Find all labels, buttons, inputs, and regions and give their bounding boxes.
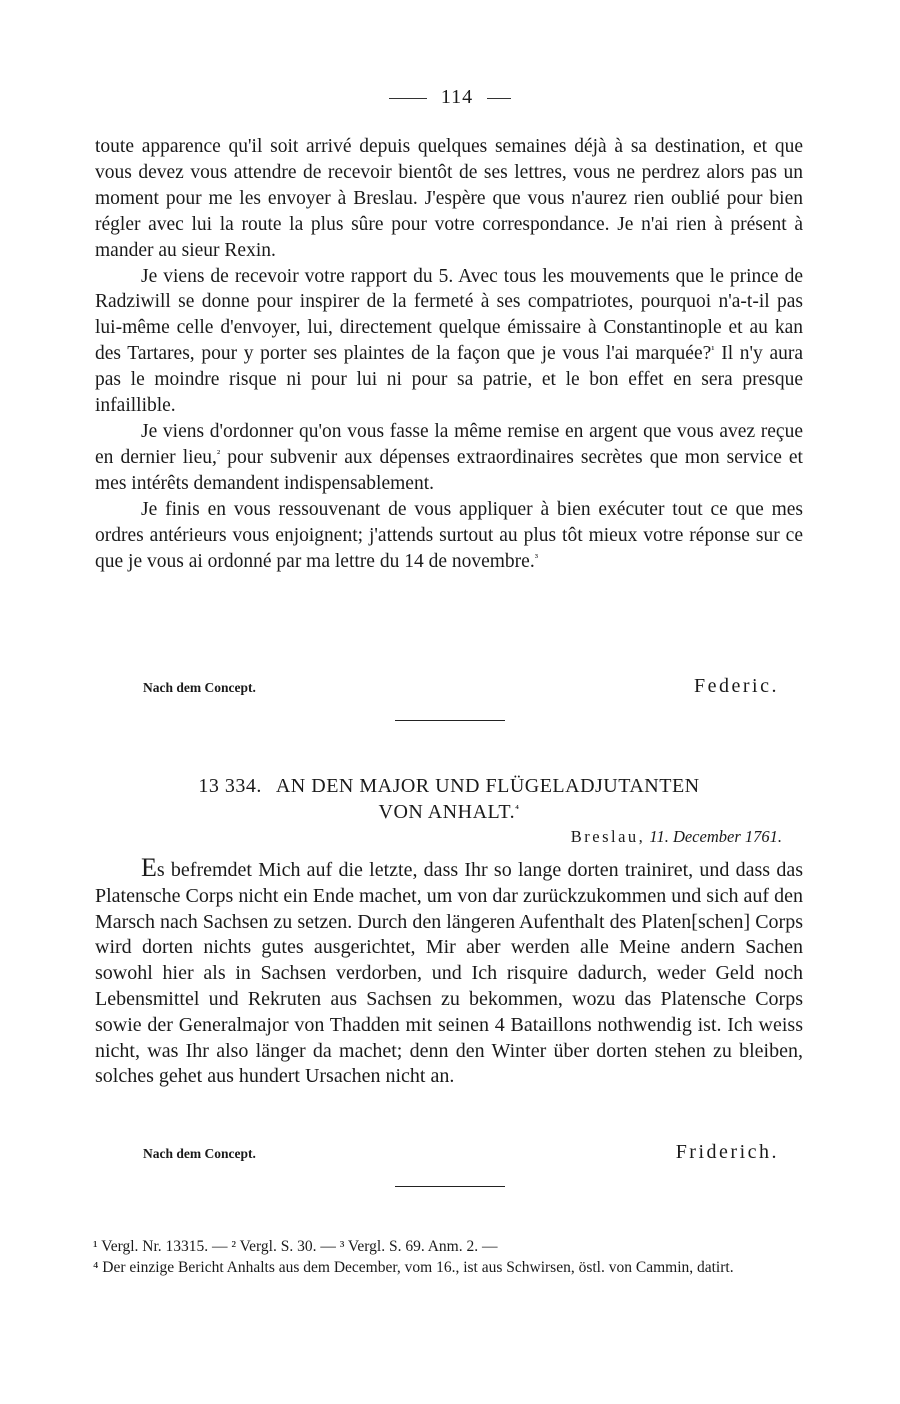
footnote-line-2: ⁴ Der einzige Bericht Anhalts aus dem December, vom 16., ist aus Schwirsen, östl. von Cammin, datirt. [93,1259,734,1276]
place-date [571,827,782,847]
date: 11. December 1761. [649,827,782,846]
paragraph-2-text: Je viens de recevoir votre rapport du 5. Avec tous les mouvements que le prince de Radziwill se donne pour inspirer de la fermeté à ses compatriotes, pourquoi n'a-t-il pas lui-même celle d'envoyer, lui, directement quelque émissaire à Constantinople et au kan des Tartares, pour y porter ses plaintes de la façon que je vous l'ai marquée? [95,265,803,365]
paragraph-4-text: Je finis en vous ressouvenant de vous appliquer à bien exécuter tout ce que mes ordres antérieurs vous enjoignent; j'attends surtout au plus tôt mieux votre réponse sur ce que je vous ai ordonné par ma lettre du 14 de novembre. [95,498,803,572]
header-dash-right [487,98,511,99]
footnote-ref-1: ¹ [711,344,715,357]
german-paragraph [95,855,803,1090]
footnote-ref-4: ⁴ [515,803,520,815]
paragraph-3-text-cont: pour subvenir aux dépenses extraordinaires secrètes que mon service et mes intérêts demandent indispensablement. [95,446,803,494]
signature: Federic. [694,675,779,697]
footnotes [93,1236,803,1278]
paragraph-2-text-cont: Il n'y aura pas le moindre risque ni pour lui ni pour sa patrie, et le bon effet en sera presque infaillible. [95,343,803,417]
header-dash-left [389,98,427,99]
signature-2: Friderich. [675,1141,779,1163]
heading-line-2 [95,799,803,825]
paragraph-1: toute apparence qu'il soit arrivé depuis quelques semaines déjà à sa destination, et que vous devez vous attendre de recevoir bientôt de ses lettres, vous ne perdrez alors pas un moment pour me les envoyer à Breslau. J'espère que vous n'aurez rien oublié pour bien régler avec lui la route la plus sûre pour votre correspondance. Je n'ai rien à présent à mander au sieur Rexin. [95,136,803,261]
source-note-2: Nach dem Concept. [143,1146,256,1161]
paragraph-4 [95,497,803,575]
document-number: 13 334. [198,775,262,797]
page-header [0,86,900,109]
paragraph-3 [95,419,803,497]
letter1-closing [143,672,779,698]
heading-line-1 [95,773,803,799]
footnote-line-1: ¹ Vergl. Nr. 13315. — ² Vergl. S. 30. — ³ Vergl. S. 69. Anm. 2. — [93,1238,498,1255]
letter2-closing [143,1138,779,1164]
source-note: Nach dem Concept. [143,680,256,695]
section-divider [395,720,505,721]
initial-letter: E [141,853,157,882]
letter-body-german [95,855,803,1090]
heading-title-1: AN DEN MAJOR UND FLÜGELADJUTANTEN [275,775,700,797]
section-divider-2 [395,1186,505,1187]
german-text: s befremdet Mich auf die letzte, dass Ihr so lange dorten trainiret, und dass das Platensche Corps nicht ein Ende machet, um von dar zurückzukommen und sich auf den Marsch nach Sachsen zu setzen. Durch den längeren Aufenthalt des Platen[schen] Corps wird dorten nichts gutes ausgerichtet, Mir aber werden alle Meine andern Sachen sowohl hier als in Sachsen verdorben, und Ich risquire dadurch, weder Geld noch Lebensmittel und Rekruten aus Sachsen zu bekommen, wozu das Platensche Corps sowie der Generalmajor von Thadden mit seinen 4 Bataillons nothwendig ist. Ich weiss nicht, was Ihr also länger da machet; denn den Winter über dorten stehen zu bleiben, solches gehet aus hundert Ursachen nicht an. [95,859,803,1088]
place: Breslau, [570,827,646,846]
document-heading [95,773,803,825]
paragraph-2 [95,264,803,419]
heading-title-2: VON ANHALT. [378,801,516,823]
footnote-ref-3: ³ [534,551,539,564]
footnote-ref-2: ² [216,447,221,460]
paragraph-3-text: Je viens d'ordonner qu'on vous fasse la même remise en argent que vous avez reçue en dernier lieu, [95,420,803,468]
page-number: 114 [440,86,474,108]
letter-body-french [95,134,803,574]
